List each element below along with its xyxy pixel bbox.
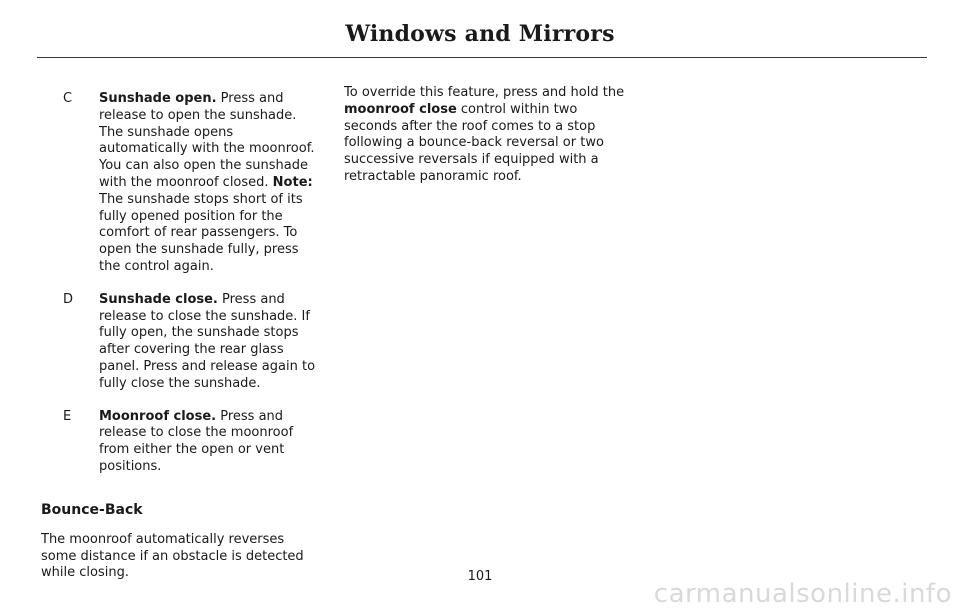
list-item-e [41, 409, 321, 476]
left-column [41, 91, 321, 582]
list-item-d [41, 292, 321, 393]
item-text-note: The sunshade stops short of its fully opened position for the comfort of rear passengers. To open the sunshade fully, press the control again. [99, 191, 303, 274]
header-divider [37, 57, 927, 58]
item-term: Sunshade open. [99, 91, 217, 106]
page-title: Windows and Mirrors [345, 21, 615, 47]
item-text: Press and release to close the moonroof from either the open or vent positions. [99, 408, 294, 474]
item-text: Press and release to open the sunshade. The sunshade opens automatically with the moonroof. You can also open the sunshade with the moonroof closed. [99, 91, 315, 190]
item-text: Press and release to close the sunshade. If fully open, the sunshade stops after covering the rear glass panel. Press and release again to fully close the sunshade. [99, 291, 316, 391]
override-paragraph [344, 85, 629, 186]
item-description [99, 409, 321, 476]
override-text-rest: control within two seconds after the roof comes to a stop following a bounce-back reversal or two successive reversals if equipped with a retractable panoramic roof. [344, 101, 604, 184]
bounce-back-paragraph: The moonroof automatically reverses some distance if an obstacle is detected while closing. [41, 531, 304, 581]
section-heading-bounce-back: Bounce-Back [41, 501, 143, 518]
item-description [99, 292, 321, 393]
override-text: To override this feature, press and hold the [344, 85, 625, 100]
item-letter: D [63, 291, 74, 307]
item-letter: E [63, 408, 72, 424]
right-column [344, 85, 629, 186]
item-term: Sunshade close. [99, 291, 218, 307]
item-letter: C [63, 91, 73, 106]
item-description [99, 91, 321, 276]
page-number: 101 [467, 569, 493, 584]
list-item-c [41, 91, 321, 276]
override-control-name: moonroof close [344, 101, 457, 117]
item-term: Moonroof close. [99, 408, 217, 424]
watermark: carmanualsonline.info [653, 579, 952, 609]
note-label: Note: [272, 174, 313, 190]
